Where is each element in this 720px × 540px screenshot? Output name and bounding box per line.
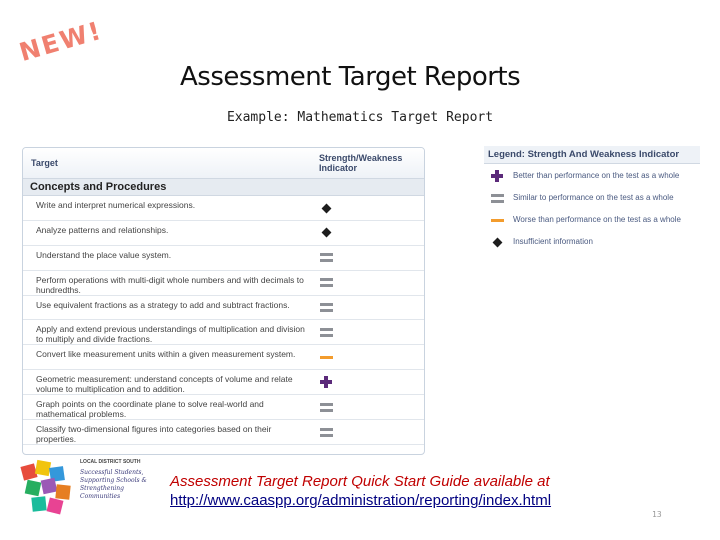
strength-indicator — [319, 375, 333, 389]
diamond-icon — [492, 237, 502, 247]
legend-label: Insufficient information — [513, 237, 593, 246]
target-text: Use equivalent fractions as a strategy to add and subtract fractions. — [36, 299, 290, 310]
target-text: Write and interpret numerical expressions. — [36, 200, 196, 210]
legend-symbol — [490, 191, 504, 205]
plus-icon — [491, 170, 503, 182]
legend-list — [484, 164, 700, 252]
table-row — [23, 370, 424, 395]
strength-indicator — [319, 301, 333, 315]
legend-item — [484, 164, 700, 186]
legend-title: Legend: Strength And Weakness Indicator — [484, 146, 700, 164]
table-row — [23, 296, 424, 321]
puzzle-pieces-icon — [16, 455, 80, 525]
column-header-indicator: Strength/Weakness Indicator — [319, 153, 403, 173]
legend-item — [484, 230, 700, 252]
legend-symbol — [490, 213, 504, 227]
target-text: Analyze patterns and relationships. — [36, 224, 169, 235]
equal-icon — [320, 303, 333, 312]
strength-indicator — [319, 325, 333, 339]
equal-icon — [320, 328, 333, 337]
target-text: Classify two-dimensional figures into categories based on their properties. — [36, 424, 272, 445]
equal-icon — [320, 403, 333, 412]
strength-indicator — [319, 350, 333, 364]
legend — [484, 146, 700, 252]
strength-indicator — [319, 400, 333, 414]
target-text: Understand the place value system. — [36, 249, 172, 260]
strength-indicator — [319, 226, 333, 240]
table-row — [23, 221, 424, 246]
minus-icon — [320, 356, 333, 359]
table-row — [23, 395, 424, 420]
legend-symbol — [490, 235, 504, 249]
section-header: Concepts and Procedures — [23, 179, 424, 196]
plus-icon — [320, 376, 332, 388]
district-tagline: Successful Students, Supporting Schools & Strengthening Communities — [80, 469, 147, 500]
target-text: Geometric measurement: understand concepts of volume and relate volume to multiplication and to addition. — [36, 374, 293, 395]
equal-icon — [320, 278, 333, 287]
table-row — [23, 420, 424, 445]
table-header — [23, 148, 424, 179]
diamond-icon — [321, 203, 331, 213]
table-body — [23, 196, 424, 445]
target-text: Perform operations with multi-digit whole numbers and with decimals to hundredths. — [36, 274, 304, 295]
quick-start-link[interactable]: http://www.caaspp.org/administration/reporting/index.html — [170, 492, 552, 509]
target-report-table — [22, 147, 425, 455]
strength-indicator — [319, 251, 333, 265]
page-number: 13 — [652, 510, 662, 519]
district-logo — [16, 455, 156, 525]
page-subtitle: Example: Mathematics Target Report — [226, 110, 494, 125]
diamond-icon — [321, 228, 331, 238]
table-row — [23, 246, 424, 271]
legend-item — [484, 208, 700, 230]
district-name: LOCAL DISTRICT SOUTH — [80, 459, 141, 465]
table-row — [23, 196, 424, 221]
equal-icon — [320, 428, 333, 437]
legend-symbol — [490, 169, 504, 183]
legend-label: Worse than performance on the test as a whole — [513, 215, 681, 224]
target-text: Apply and extend previous understandings of multiplication and division to multiply and divide fractions. — [36, 324, 305, 345]
legend-label: Similar to performance on the test as a whole — [513, 193, 674, 202]
equal-icon — [320, 253, 333, 262]
table-row — [23, 320, 424, 345]
page-title: Assessment Target Reports — [180, 62, 521, 92]
legend-item — [484, 186, 700, 208]
strength-indicator — [319, 201, 333, 215]
minus-icon — [491, 219, 504, 222]
strength-indicator — [319, 425, 333, 439]
equal-icon — [491, 194, 504, 203]
quick-start-text: Assessment Target Report Quick Start Guide available at — [170, 473, 550, 490]
column-header-target: Target — [31, 158, 58, 168]
table-row — [23, 271, 424, 296]
target-text: Graph points on the coordinate plane to solve real-world and mathematical problems. — [36, 399, 264, 420]
target-text: Convert like measurement units within a given measurement system. — [36, 349, 296, 360]
legend-label: Better than performance on the test as a whole — [513, 171, 680, 180]
strength-indicator — [319, 276, 333, 290]
table-row — [23, 345, 424, 370]
new-badge: NEW! — [16, 15, 106, 67]
